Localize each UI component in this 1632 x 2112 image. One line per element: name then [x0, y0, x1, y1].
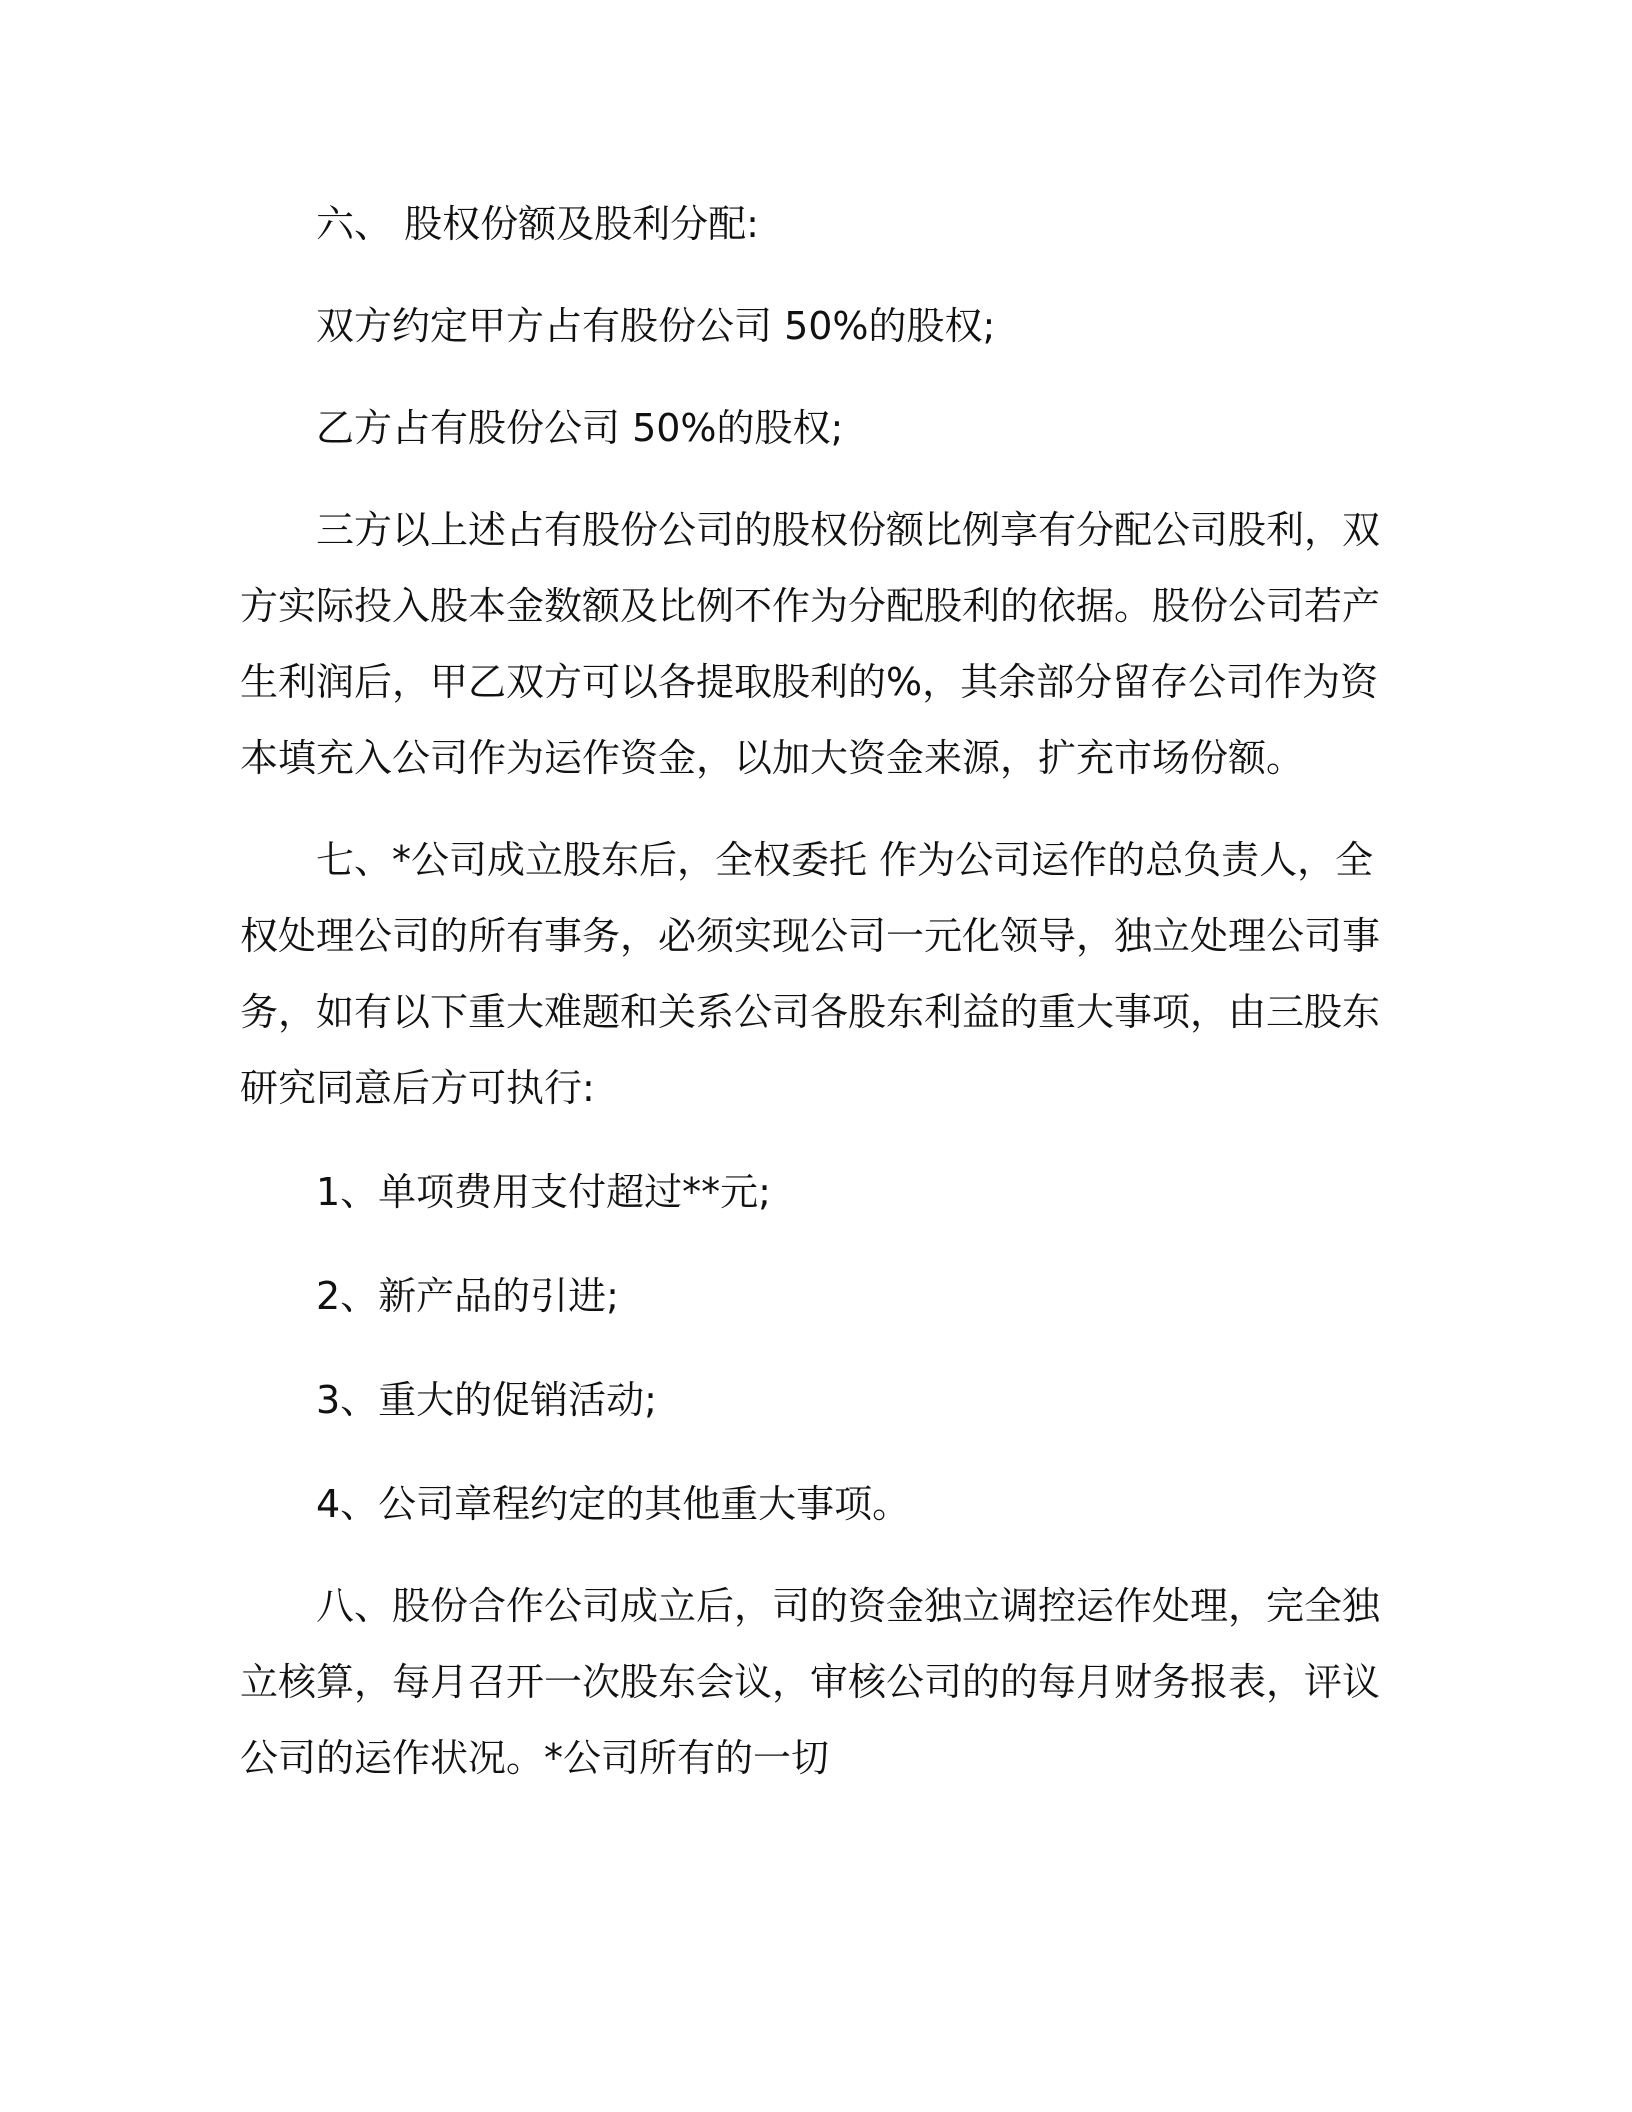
party-b-share: 乙方占有股份公司 50%的股权;	[316, 406, 844, 450]
document-body	[240, 186, 1380, 1796]
list-item-1: 1、单项费用支付超过**元;	[316, 1170, 771, 1214]
section-six-heading: 六、 股权份额及股利分配:	[316, 202, 759, 246]
list-item-3: 3、重大的促销活动;	[316, 1378, 657, 1422]
party-a-share: 双方约定甲方占有股份公司 50%的股权;	[316, 304, 996, 348]
list-item-4: 4、公司章程约定的其他重大事项。	[316, 1482, 911, 1526]
dividend-distribution-paragraph: 三方以上述占有股份公司的股权份额比例享有分配公司股利，双方实际投入股本金数额及比例不作为分配股利的依据。股份公司若产生利润后，甲乙双方可以各提取股利的%，其余部分留存公司作为资本填充入公司作为运作资金，以加大资金来源，扩充市场份额。	[240, 508, 1381, 780]
section-eight-paragraph: 八、股份合作公司成立后，司的资金独立调控运作处理，完全独立核算，每月召开一次股东会议，审核公司的的每月财务报表，评议公司的运作状况。*公司所有的一切	[240, 1584, 1381, 1780]
list-item-2: 2、新产品的引进;	[316, 1274, 619, 1318]
section-seven-paragraph: 七、*公司成立股东后，全权委托 作为公司运作的总负责人，全权处理公司的所有事务，必须实现公司一元化领导，独立处理公司事务，如有以下重大难题和关系公司各股东利益的重大事项，由三股东研究同意后方可执行:	[240, 838, 1381, 1110]
